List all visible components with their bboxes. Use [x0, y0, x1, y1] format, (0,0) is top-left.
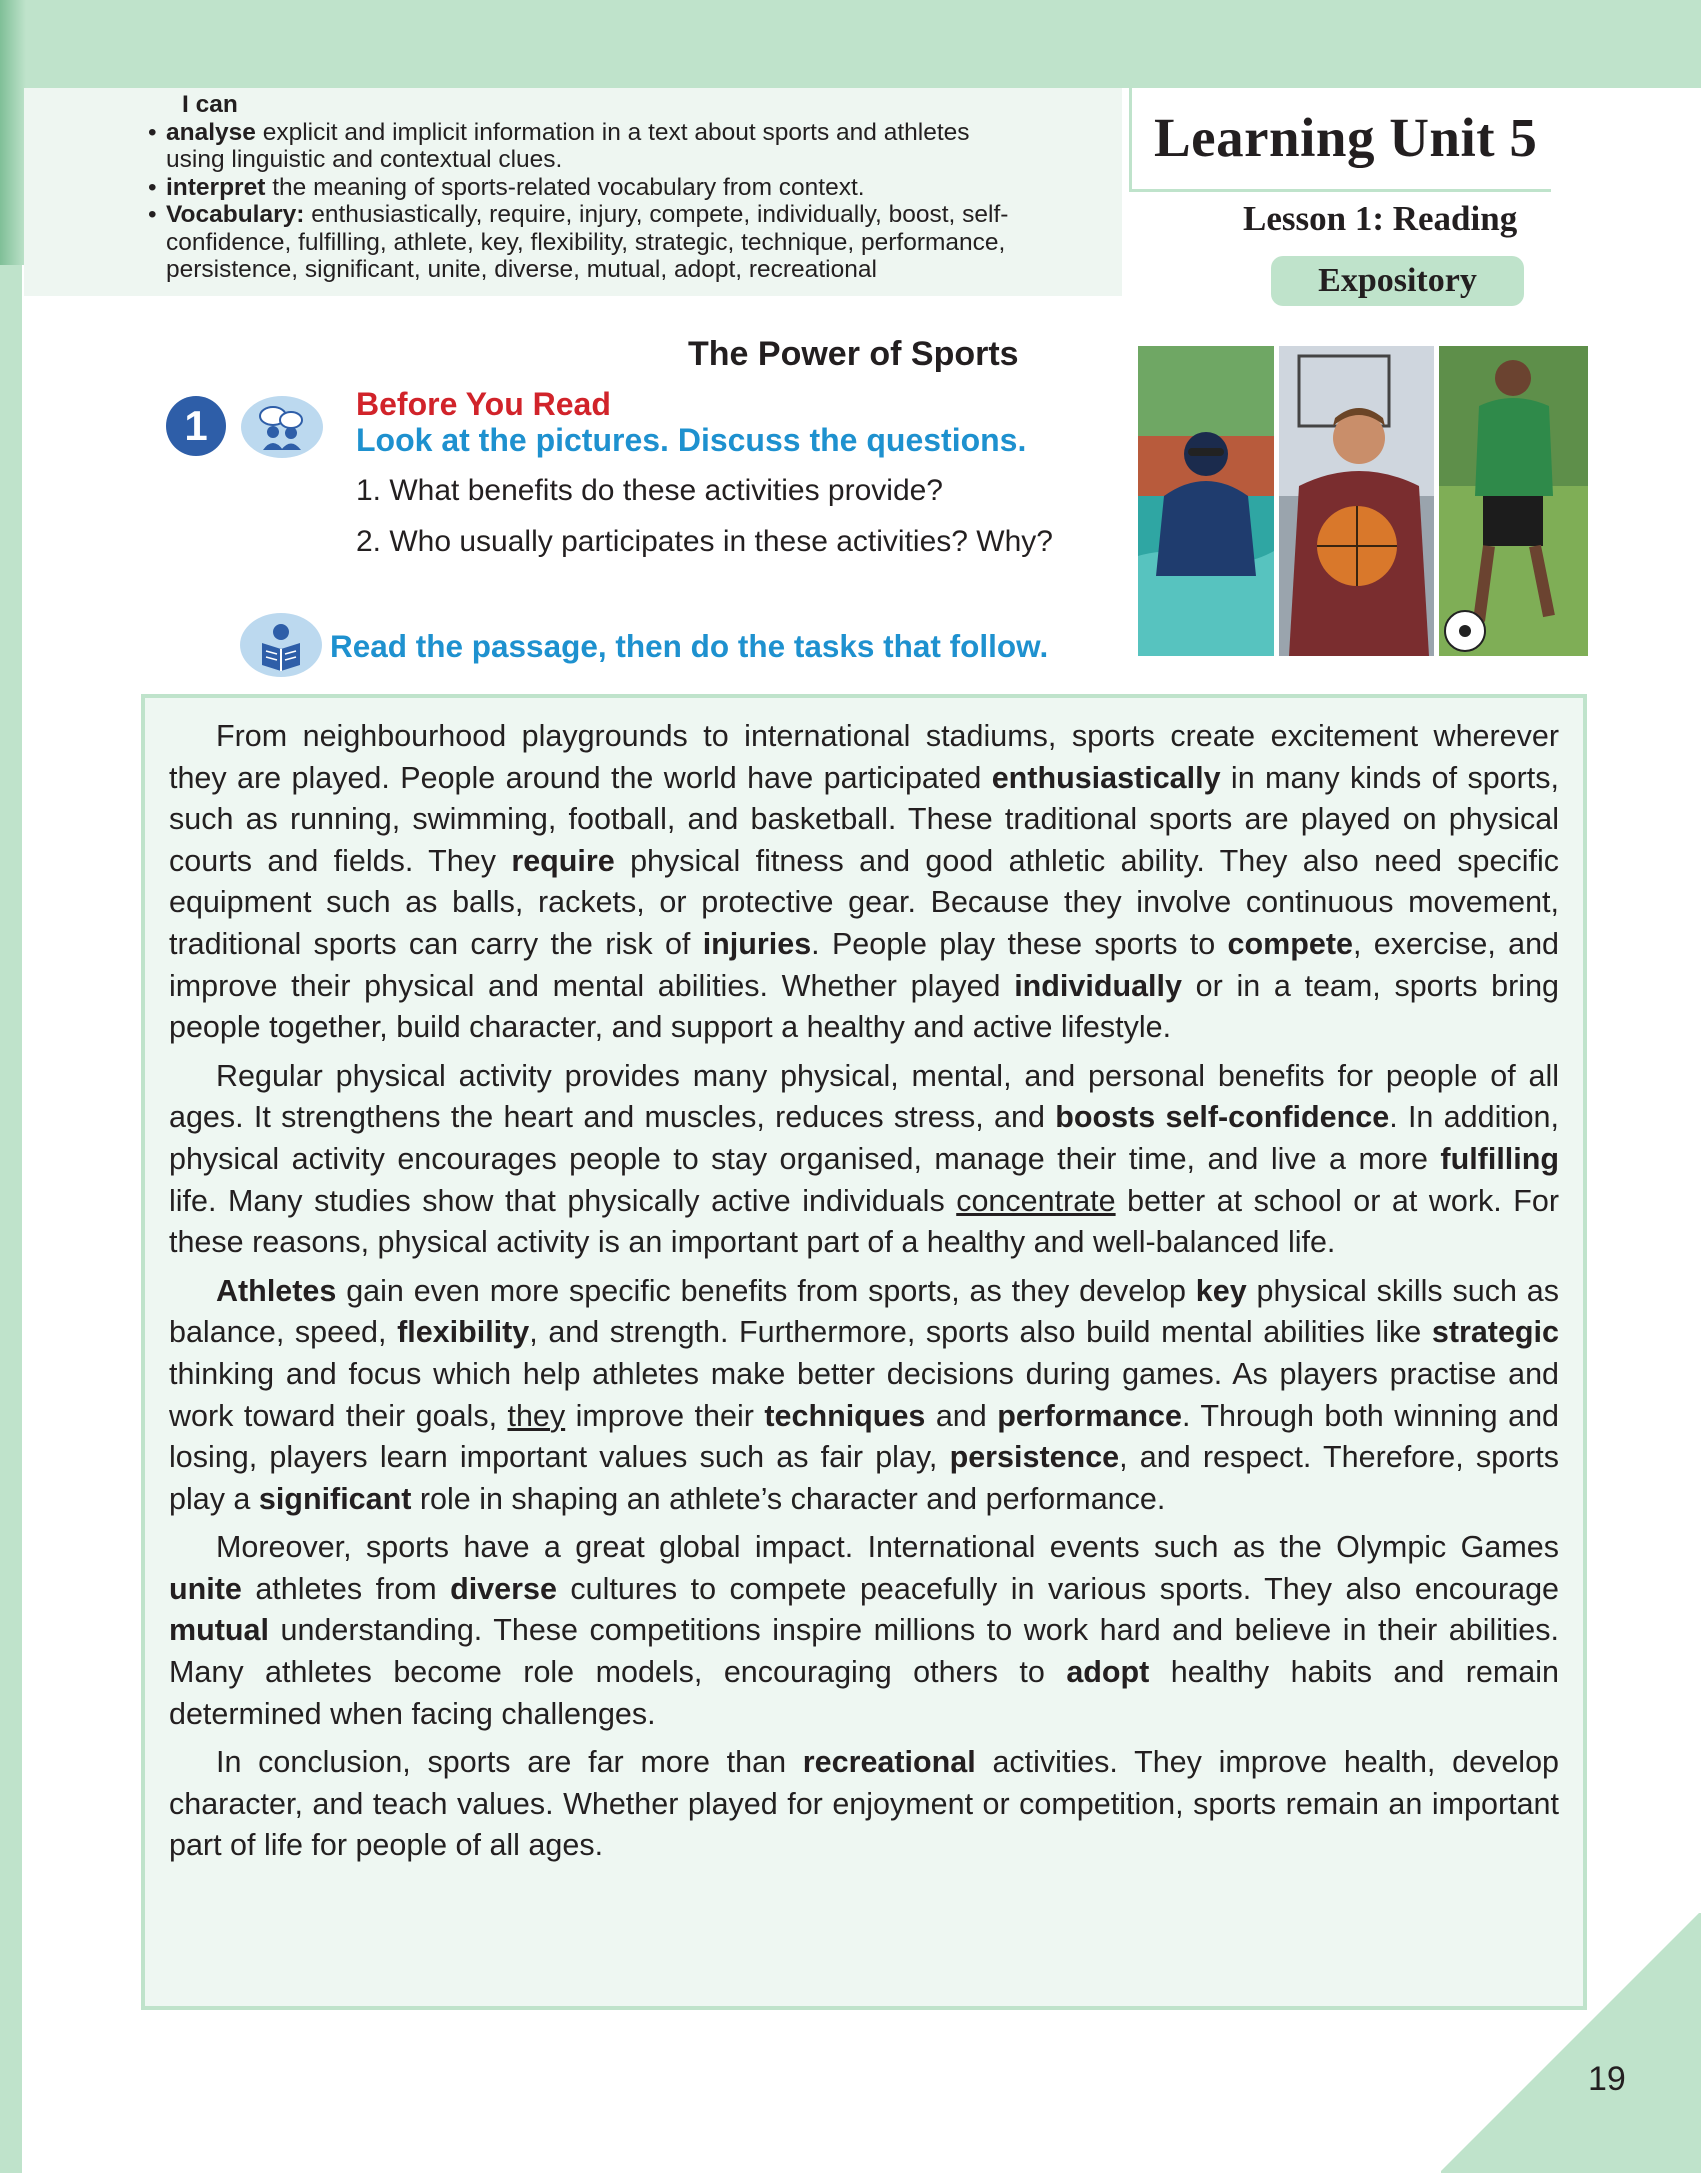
basketball-player-photo	[1279, 346, 1434, 656]
passage-title: The Power of Sports	[688, 335, 1019, 373]
discussion-icon	[241, 396, 323, 458]
page-number: 19	[1588, 2060, 1626, 2098]
passage-paragraph-5: In conclusion, sports are far more than recreational activities. They improve health, develop character, and teach values. Whether played for enjoyment or competition, sports remain an important part of life for people of all ages.	[169, 1745, 1559, 1863]
genre-badge: Expository	[1271, 256, 1524, 306]
question-1: 1. What benefits do these activities provide?	[356, 474, 943, 507]
unit-title-box	[1129, 88, 1551, 192]
learning-objectives-box	[24, 88, 1122, 296]
before-you-read-heading: Before You Read	[356, 386, 611, 422]
passage-paragraph-3: Athletes gain even more specific benefits from sports, as they develop key physical skills such as balance, speed, flexibility, and strength. Furthermore, sports also build mental abilities like strategic thinking and focus which help athletes make better decisions during games. As players practise and work toward their goals, they improve their techniques and performance. Through both winning and losing, players learn important values such as fair play, persistence, and respect. Therefore, sports play a significant role in shaping an athlete’s character and performance.	[169, 1273, 1559, 1516]
unit-title: Learning Unit 5	[1154, 107, 1538, 168]
objectives-title: I can	[182, 91, 238, 118]
reading-icon	[240, 613, 322, 677]
step-number-badge: 1	[166, 396, 226, 456]
reading-instruction: Read the passage, then do the tasks that follow.	[330, 628, 1049, 664]
discussion-instruction: Look at the pictures. Discuss the questions.	[356, 422, 1027, 458]
objective-item: • Vocabulary: enthusiastically, require, injury, compete, individually, boost, self- confidence, fulfilling, athlete, key, flexibility, strategic, technique, performance, persistence, significant, unite, diverse, mutual, adopt, recreational	[148, 201, 1009, 283]
passage-paragraph-2: Regular physical activity provides many physical, mental, and personal benefits for people of all ages. It strengthens the heart and muscles, reduces stress, and boosts self-confidence. In addition, physical activity encourages people to stay organised, manage their time, and live a more fulfilling life. Many studies show that physically active individuals concentrate better at school or at work. For these reasons, physical activity is an important part of a healthy and well-balanced life.	[169, 1058, 1560, 1260]
reading-passage	[141, 694, 1587, 2010]
top-band	[0, 0, 1701, 88]
left-edge-shadow	[0, 0, 26, 265]
passage-paragraph-1: From neighbourhood playgrounds to international stadiums, sports create excitement wherever they are played. People around the world have participated enthusiastically in many kinds of sports, such as running, swimming, football, and basketball. These traditional sports are played on physical courts and fields. They require physical fitness and good athletic ability. They also need specific equipment such as balls, rackets, or protective gear. Because they involve continuous movement, traditional sports can carry the risk of injuries. People play these sports to compete, exercise, and improve their physical and mental abilities. Whether played individually or in a team, sports bring people together, build character, and support a healthy and active lifestyle.	[169, 719, 1560, 1045]
swimmer-photo	[1138, 346, 1274, 656]
objective-item: • interpret the meaning of sports-related vocabulary from context.	[148, 173, 865, 201]
football-player-photo	[1439, 346, 1588, 656]
passage-paragraph-4: Moreover, sports have a great global impact. International events such as the Olympic Games unite athletes from diverse cultures to compete peacefully in various sports. They also encourage mutual understanding. These competitions inspire millions to work hard and believe in their abilities. Many athletes become role models, encouraging others to adopt healthy habits and remain determined when facing challenges.	[169, 1530, 1560, 1731]
lesson-title: Lesson 1: Reading	[1243, 199, 1518, 238]
objective-item: • analyse explicit and implicit information in a text about sports and athletes using linguistic and contextual clues.	[148, 118, 970, 173]
left-band	[0, 88, 22, 2173]
question-2: 2. Who usually participates in these activities? Why?	[356, 525, 1053, 558]
